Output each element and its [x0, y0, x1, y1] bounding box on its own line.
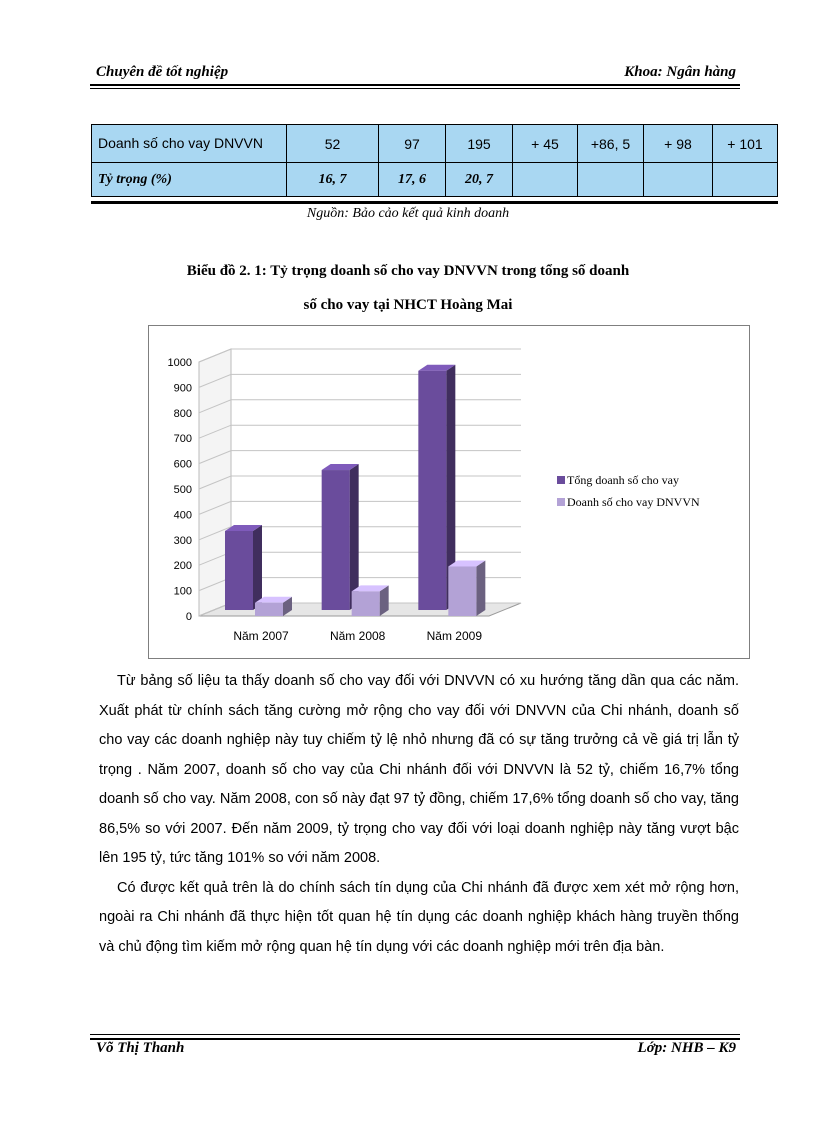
bar	[322, 470, 350, 610]
table-cell: 20, 7	[446, 163, 513, 197]
page-footer	[92, 1040, 738, 1060]
y-tick-label: 900	[173, 382, 192, 395]
y-tick-label: 400	[173, 509, 192, 522]
y-tick-label: 1000	[167, 357, 192, 369]
chart-caption-line2: số cho vay tại NHCT Hoàng Mai	[303, 297, 513, 313]
table-cell	[713, 163, 778, 197]
footer-author: Võ Thị Thanh	[96, 1040, 185, 1056]
table-cell: +86, 5	[578, 125, 644, 163]
gridline	[199, 451, 521, 464]
table-cell: + 45	[513, 125, 578, 163]
legend-swatch	[557, 498, 565, 506]
chart-caption-line1: Biểu đồ 2. 1: Tỷ trọng doanh số cho vay DNVVN trong tổng số doanh	[186, 263, 630, 279]
footer-rule-thin	[90, 1034, 740, 1035]
table-cell: 17, 6	[379, 163, 446, 197]
x-tick-label: Năm 2008	[329, 629, 386, 643]
row-label: Doanh số cho vay DNVVN	[92, 125, 287, 163]
bar-side	[476, 560, 485, 616]
body-text	[99, 667, 739, 962]
bar-side	[253, 525, 262, 610]
chart-frame	[148, 325, 750, 659]
y-tick-label: 200	[173, 560, 192, 573]
paragraph-1: Từ bảng số liệu ta thấy doanh số cho vay đối với DNVVN có xu hướng tăng dần qua các năm. Xuất phát từ chính sách tăng cường mở rộng cho vay đối với DNVVN của Chi nhánh, doanh số cho vay các doanh nghiệp này tuy chiếm tỷ lệ nhỏ nhưng đã có sự tăng trưởng cả về giá trị lẫn tỷ trọng . Năm 2007, doanh số cho vay của Chi nhánh đối với DNVVN là 52 tỷ, chiếm 16,7% tổng doanh số cho vay. Năm 2008, con số này đạt 97 tỷ đồng, chiếm 17,6% tổng doanh số cho vay, tăng 86,5% so với 2007. Đến năm 2009, tỷ trọng cho vay đối với loại doanh nghiệp này tăng vượt bậc lên 195 tỷ, tức tăng 101% so với năm 2008.	[99, 673, 739, 866]
row-label: Tỷ trọng (%)	[92, 163, 287, 197]
legend-swatch	[557, 476, 565, 484]
paragraph-2: Có được kết quả trên là do chính sách tín dụng của Chi nhánh đã được xem xét mở rộng hơn, ngoài ra Chi nhánh đã thực hiện tốt quan hệ tín dụng các doanh nghiệp khách hàng truyền thống và chủ động tìm kiếm mở rộng quan hệ tín dụng với các doanh nghiệp mới trên địa bàn.	[99, 879, 739, 955]
y-tick-label: 800	[173, 407, 192, 420]
table-bottom-border	[91, 201, 778, 204]
bar	[352, 591, 380, 616]
gridline	[199, 400, 521, 413]
bar	[225, 531, 253, 610]
loan-table	[91, 124, 778, 197]
table-row	[92, 163, 778, 197]
gridline	[199, 374, 521, 387]
gridline	[199, 501, 521, 514]
header-rule-thin	[90, 88, 740, 89]
table-cell: + 98	[644, 125, 713, 163]
gridline	[199, 349, 521, 362]
table-cell: 97	[379, 125, 446, 163]
y-tick-label: 700	[173, 433, 192, 446]
y-tick-label: 0	[185, 611, 192, 623]
y-tick-label: 500	[173, 484, 192, 496]
table-cell	[644, 163, 713, 197]
table-source: Nguồn: Bảo cảo kết quả kinh doanh	[306, 206, 510, 221]
bar	[418, 371, 446, 610]
bar	[448, 566, 476, 616]
table-cell: + 101	[713, 125, 778, 163]
loan-bar-chart	[149, 326, 749, 658]
y-tick-label: 300	[173, 534, 192, 547]
header-thesis-title: Chuyên đề tốt nghiệp	[96, 64, 229, 80]
page-header	[92, 62, 738, 84]
table-row	[92, 125, 778, 163]
bar	[255, 603, 283, 616]
table-cell	[578, 163, 644, 197]
gridline	[199, 476, 521, 489]
x-tick-label: Năm 2007	[233, 629, 289, 643]
header-rule	[90, 84, 740, 86]
y-tick-label: 100	[173, 585, 192, 598]
y-tick-label: 600	[173, 458, 192, 471]
gridline	[199, 425, 521, 438]
x-tick-label: Năm 2009	[426, 629, 483, 643]
table-cell: 195	[446, 125, 513, 163]
legend-label: Doanh số cho vay DNVVN	[567, 495, 700, 509]
table-cell: 52	[287, 125, 379, 163]
header-faculty: Khoa: Ngân hàng	[624, 64, 736, 80]
table-cell: 16, 7	[287, 163, 379, 197]
footer-class: Lớp: NHB – K9	[637, 1040, 736, 1056]
table-cell	[513, 163, 578, 197]
legend-label: Tổng doanh số cho vay	[567, 473, 679, 487]
